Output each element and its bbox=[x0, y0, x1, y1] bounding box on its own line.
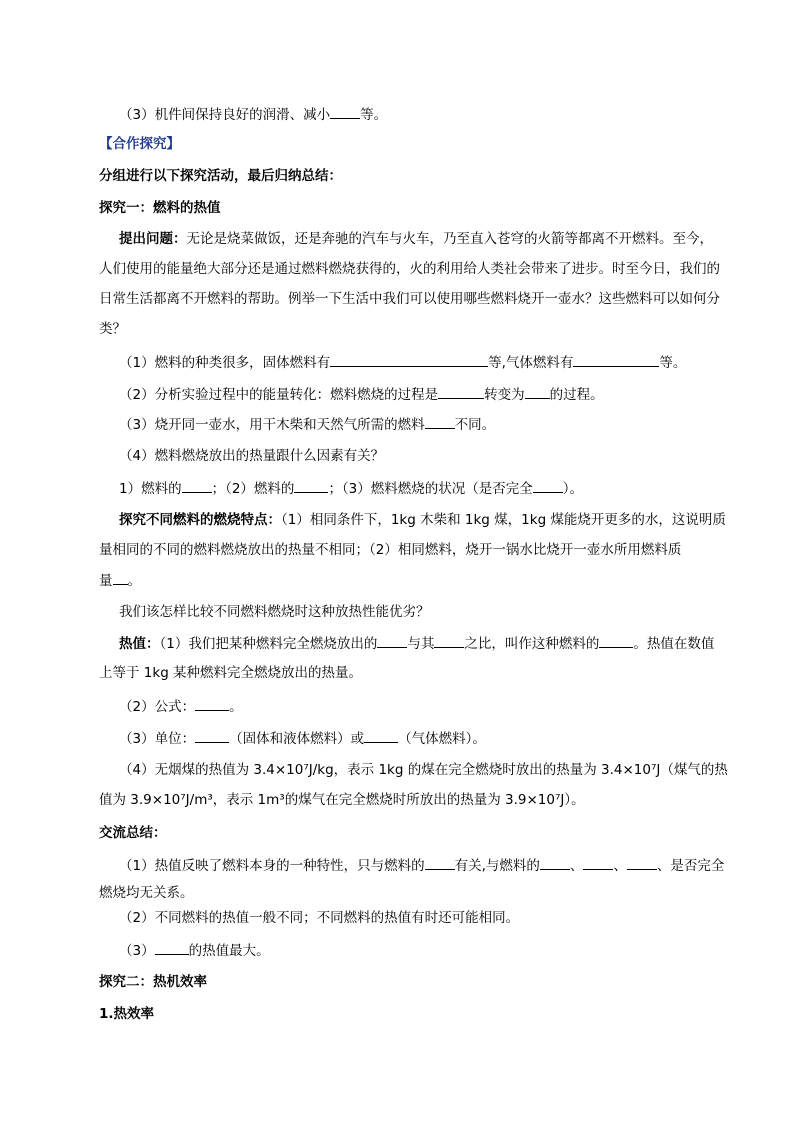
unit-line: （3）单位： （固体和液体燃料）或 （气体燃料）。 bbox=[119, 728, 486, 749]
fill-blank[interactable] bbox=[525, 384, 550, 399]
fill-blank[interactable] bbox=[438, 384, 484, 399]
formula-line: （2）公式： 。 bbox=[119, 696, 243, 717]
heat-factors-question: （4）燃料燃烧放出的热量跟什么因素有关？ bbox=[119, 448, 385, 464]
fill-blank[interactable] bbox=[627, 855, 657, 870]
example-line-1: （4）无烟煤的热值为 3.4×10⁷J/kg，表示 1kg 的煤在完全燃烧时放出的热量为 3.4×10⁷J（煤气的热 bbox=[119, 762, 728, 778]
fill-blank[interactable] bbox=[155, 940, 189, 955]
fill-blank[interactable] bbox=[425, 855, 455, 870]
feature-line-2: 量相同的不同的燃料燃烧放出的热量不相同；（2）相同燃料，烧开一锅水比烧开一壶水所用燃料质 bbox=[99, 542, 682, 558]
heat-value-definition-2: 上等于 1kg 某种燃料完全燃烧放出的热量。 bbox=[99, 665, 363, 681]
fuel-types-line: （1）燃料的种类很多，固体燃料有 等,气体燃料有 等。 bbox=[119, 352, 686, 373]
summary-item-1: （1）热值反映了燃料本身的一种特性，只与燃料的 有关,与燃料的 、 、 、是否完全 bbox=[119, 855, 724, 876]
fill-blank[interactable] bbox=[434, 633, 464, 648]
fill-blank[interactable] bbox=[182, 478, 212, 493]
fill-blank[interactable] bbox=[533, 478, 563, 493]
fill-blank[interactable] bbox=[294, 478, 328, 493]
question-line-1: 提出问题：无论是烧菜做饭，还是奔驰的汽车与火车，乃至直入苍穹的火箭等都离不开燃料。至今， bbox=[119, 231, 713, 247]
fill-blank[interactable] bbox=[573, 352, 659, 367]
fill-blank[interactable] bbox=[364, 728, 398, 743]
fill-blank[interactable] bbox=[195, 696, 229, 711]
fill-blank[interactable] bbox=[425, 414, 455, 429]
question-line-2: 人们使用的能量绝大部分还是通过燃料燃烧获得的，火的利用给人类社会带来了进步。时至今日，我们的 bbox=[99, 261, 720, 277]
energy-conversion-line: （2）分析实验过程中的能量转化：燃料燃烧的过程是 转变为 的过程。 bbox=[119, 384, 604, 405]
fill-blank[interactable] bbox=[583, 855, 613, 870]
explore-one-heading: 探究一：燃料的热值 bbox=[99, 200, 221, 216]
summary-item-2: （2）不同燃料的热值一般不同；不同燃料的热值有时还可能相同。 bbox=[119, 910, 520, 926]
heat-factors-answer: 1）燃料的 ；（2）燃料的 ；（3）燃料燃烧的状况（是否完全 ）。 bbox=[119, 478, 583, 499]
fill-blank[interactable] bbox=[113, 570, 128, 585]
example-line-2: 值为 3.9×10⁷J/m³，表示 1m³的煤气在完全燃烧时所放出的热量为 3.9×10⁷J）。 bbox=[99, 792, 585, 808]
efficiency-heading: 1.热效率 bbox=[99, 1006, 155, 1022]
heat-value-definition-1: 热值：（1）我们把某种燃料完全燃烧放出的 与其 之比，叫作这种燃料的 。热值在数值 bbox=[119, 633, 714, 654]
fill-blank[interactable] bbox=[540, 855, 570, 870]
fill-blank[interactable] bbox=[599, 633, 633, 648]
section-heading-cooperation: 【合作探究】 bbox=[99, 136, 180, 152]
explore-two-heading: 探究二：热机效率 bbox=[99, 974, 207, 990]
feature-line-1: 探究不同燃料的燃烧特点：（1）相同条件下，1kg 木柴和 1kg 煤，1kg 煤能烧开更多的水，这说明质 bbox=[119, 512, 726, 528]
fill-blank[interactable] bbox=[330, 352, 488, 367]
boil-water-line: （3）烧开同一壶水，用干木柴和天然气所需的燃料 不同。 bbox=[119, 414, 495, 435]
fill-blank[interactable] bbox=[330, 104, 360, 119]
feature-line-3: 量 。 bbox=[99, 570, 141, 591]
intro-text: 分组进行以下探究活动，最后归纳总结： bbox=[99, 168, 342, 184]
compare-question: 我们该怎样比较不同燃料燃烧时这种放热性能优劣？ bbox=[119, 604, 430, 620]
fill-blank[interactable] bbox=[377, 633, 407, 648]
summary-item-1-cont: 燃烧均无关系。 bbox=[99, 885, 194, 901]
fill-blank[interactable] bbox=[195, 728, 229, 743]
question-line-3: 日常生活都离不开燃料的帮助。例举一下生活中我们可以使用哪些燃料烧开一壶水？这些燃料可以如何分 bbox=[99, 291, 720, 307]
question-line-4: 类？ bbox=[99, 321, 126, 337]
summary-heading: 交流总结： bbox=[99, 825, 167, 841]
summary-item-3: （3） 的热值最大。 bbox=[119, 940, 270, 961]
item-3-lubrication: （3）机件间保持良好的润滑、减小 等。 bbox=[119, 104, 387, 125]
